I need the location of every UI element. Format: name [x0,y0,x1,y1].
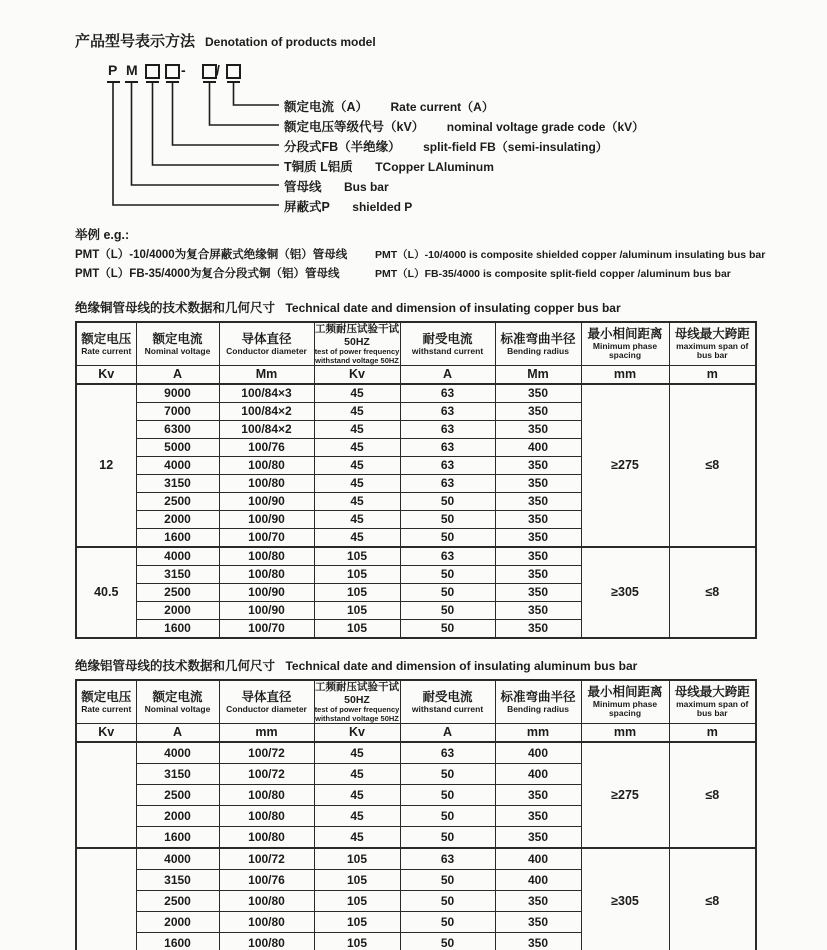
table-cell: 50 [400,805,495,826]
table-cell: 50 [400,784,495,805]
column-header-en: maximum span of bus bar [676,340,749,361]
table-cell: 45 [314,402,400,420]
voltage-group [76,742,756,848]
rated-voltage-cell [76,848,136,950]
label-en: TCopper LAluminum [375,160,494,174]
column-header [314,322,400,365]
example-zh: PMT（L）-10/4000为复合屏蔽式绝缘铜（铝）管母线 [75,249,348,261]
column-header [581,680,669,723]
caption-zh: 绝缘铜管母线的技术数据和几何尺寸 [75,301,276,315]
column-header-zh: 额定电流 [152,689,203,704]
table-row [76,742,756,764]
rated-voltage-cell [76,742,136,848]
column-header-en: maximum span of bus bar [676,698,749,719]
page-title-zh: 产品型号表示方法 [75,33,196,50]
table-cell: 100/84×2 [219,420,314,438]
example-row [75,265,765,281]
column-header [400,680,495,723]
copper-bus-bar-table [75,321,757,639]
diagram-label-rate-current [284,97,494,113]
table-cell: 63 [400,474,495,492]
column-header-en: withstand current [411,703,484,714]
column-header-zh: 标准弯曲半径 [500,331,576,346]
table-cell: 50 [400,528,495,547]
table-cell: 3150 [136,869,219,890]
table-cell: 400 [495,848,581,870]
table-cell: 350 [495,890,581,911]
table-cell: 3150 [136,565,219,583]
table-cell: 45 [314,784,400,805]
caption-en: Technical date and dimension of insulating copper bus bar [285,301,621,315]
symbol-underline-tick [203,81,216,83]
column-header-en: Nominal voltage [144,703,211,714]
copper-table-caption [75,298,765,317]
table-cell: 100/80 [219,547,314,566]
table-cell: 350 [495,420,581,438]
table-header [76,680,756,742]
table-cell: 50 [400,932,495,950]
voltage-group [76,384,756,547]
table-cell: 2500 [136,784,219,805]
unit-cell: mm [495,723,581,742]
unit-cell: Kv [76,365,136,384]
column-header-en: Bending radius [507,703,569,714]
column-header-zh: 额定电压 [81,689,132,704]
model-placeholder-box [202,64,217,79]
column-header [219,322,314,365]
unit-cell: mm [581,365,669,384]
column-header-zh: 额定电压 [81,331,132,346]
table-cell: 350 [495,510,581,528]
table-cell: 105 [314,869,400,890]
table-cell: 350 [495,784,581,805]
table-cell: 45 [314,826,400,848]
table-cell: 45 [314,528,400,547]
column-header-en: Nominal voltage [144,345,211,356]
diagram-label-split-field [284,137,608,153]
column-header-zh: 最小相间距离 [587,684,663,699]
table-cell: 100/70 [219,528,314,547]
column-header-zh: 导体直径 [241,331,292,346]
table-cell: 400 [495,869,581,890]
table-cell: 1600 [136,826,219,848]
column-header-en: Minimum phase spacing [592,698,658,719]
column-header-zh: 标准弯曲半径 [500,689,576,704]
table-cell: 350 [495,528,581,547]
table-cell: 63 [400,456,495,474]
table-cell: 50 [400,869,495,890]
label-zh: 分段式FB（半绝缘） [284,140,401,154]
column-header-en: Conductor diameter [226,703,307,714]
table-cell: 100/84×2 [219,402,314,420]
table-cell: 63 [400,420,495,438]
table-cell: 50 [400,826,495,848]
table-cell: 100/80 [219,456,314,474]
label-en: Rate current（A） [390,100,494,114]
diagram-label-shielded [284,197,412,213]
table-cell: 105 [314,890,400,911]
table-cell: 105 [314,565,400,583]
table-cell: 100/90 [219,601,314,619]
table-cell: 350 [495,601,581,619]
label-zh: 屏蔽式P [284,200,330,214]
unit-cell: Kv [314,365,400,384]
label-zh: 管母线 [284,180,322,194]
model-placeholder-box [226,64,241,79]
table-row [76,384,756,403]
table-cell: 100/90 [219,492,314,510]
table-cell: 100/76 [219,438,314,456]
column-header [76,322,136,365]
label-zh: 额定电流（A） [284,100,369,114]
column-header-en: test of power frequency withstand voltage 50HZ [314,705,400,723]
label-zh: 额定电压等级代号（kV） [284,120,425,134]
label-en: split-field FB（semi-insulating） [423,140,608,154]
table-cell: 350 [495,384,581,403]
table-cell: 50 [400,583,495,601]
table-cell: 50 [400,510,495,528]
unit-cell: Mm [219,365,314,384]
page-title-en: Denotation of products model [205,35,376,49]
table-cell: 45 [314,763,400,784]
table-cell: 2500 [136,583,219,601]
model-letter: / [216,62,220,78]
column-header [495,680,581,723]
column-header [219,680,314,723]
table-cell: 9000 [136,384,219,403]
page-title [75,30,765,51]
table-cell: 350 [495,492,581,510]
column-header-en: Bending radius [507,345,569,356]
table-cell: 400 [495,438,581,456]
table-cell: 45 [314,384,400,403]
table-cell: 100/80 [219,890,314,911]
table-cell: 45 [314,474,400,492]
example-zh: PMT（L）FB-35/4000为复合分段式铜（铝）管母线 [75,268,340,280]
column-header-zh: 耐受电流 [422,331,473,346]
table-cell: 105 [314,547,400,566]
model-placeholder-box [165,64,180,79]
column-header-en: test of power frequency withstand voltage 50HZ [314,347,400,365]
table-cell: 50 [400,890,495,911]
table-cell: 100/84×3 [219,384,314,403]
column-header-en: Rate current [81,703,132,714]
table-cell: 2000 [136,805,219,826]
table-cell: 45 [314,510,400,528]
table-cell: 350 [495,565,581,583]
table-cell: 100/90 [219,510,314,528]
table-cell: 4000 [136,547,219,566]
label-en: nominal voltage grade code（kV） [446,120,645,134]
unit-cell: A [400,723,495,742]
table-cell: 350 [495,619,581,638]
unit-cell: A [400,365,495,384]
table-cell: 45 [314,438,400,456]
voltage-group [76,547,756,638]
column-header [400,322,495,365]
symbol-underline-tick [227,81,240,83]
table-cell: 100/80 [219,826,314,848]
column-header [76,680,136,723]
table-cell: 50 [400,763,495,784]
column-header-zh: 母线最大跨距 [674,684,750,699]
max-span-cell: ≤8 [669,848,756,950]
table-cell: 50 [400,911,495,932]
example-row [75,246,765,262]
table-cell: 2000 [136,911,219,932]
column-header [669,680,756,723]
unit-cell: Kv [76,723,136,742]
table-cell: 105 [314,932,400,950]
rated-voltage-cell: 40.5 [76,547,136,638]
table-cell: 100/72 [219,742,314,764]
table-cell: 350 [495,932,581,950]
table-cell: 7000 [136,402,219,420]
table-cell: 4000 [136,848,219,870]
symbol-underline-tick [107,81,120,83]
column-header-zh: 耐受电流 [422,689,473,704]
caption-en: Technical date and dimension of insulating aluminum bus bar [285,658,638,673]
table-cell: 5000 [136,438,219,456]
table-cell: 100/80 [219,784,314,805]
table-cell: 2000 [136,601,219,619]
table-row [76,547,756,566]
table-header [76,322,756,384]
table-cell: 105 [314,911,400,932]
table-cell: 100/80 [219,911,314,932]
table-cell: 350 [495,474,581,492]
table-cell: 100/80 [219,805,314,826]
table-cell: 100/70 [219,619,314,638]
table-cell: 105 [314,619,400,638]
column-header-en: Conductor diameter [226,345,307,356]
max-span-cell: ≤8 [669,742,756,848]
table-cell: 63 [400,438,495,456]
unit-cell: m [669,365,756,384]
model-placeholder-box [145,64,160,79]
table-cell: 63 [400,742,495,764]
column-header [136,680,219,723]
diagram-label-material [284,157,494,173]
column-header [495,322,581,365]
table-cell: 6300 [136,420,219,438]
caption-zh: 绝缘铝管母线的技术数据和几何尺寸 [75,658,276,673]
column-header-zh: 导体直径 [241,689,292,704]
model-denotation-diagram [75,61,765,219]
table-cell: 45 [314,742,400,764]
table-cell: 2000 [136,510,219,528]
examples-heading: 举例 e.g.: [75,228,130,242]
unit-cell: mm [219,723,314,742]
table-cell: 1600 [136,528,219,547]
model-letter: P [108,62,118,78]
table-cell: 50 [400,601,495,619]
unit-cell: A [136,365,219,384]
label-en: shielded P [352,200,413,214]
table-cell: 45 [314,805,400,826]
table-cell: 350 [495,456,581,474]
aluminum-bus-bar-table [75,679,757,950]
column-header-zh: 工频耐压试验干试50HZ [315,323,399,348]
model-letter: - [181,62,186,78]
rated-voltage-cell: 12 [76,384,136,547]
table-cell: 105 [314,848,400,870]
table-cell: 100/72 [219,763,314,784]
column-header [136,322,219,365]
table-cell: 50 [400,619,495,638]
table-cell: 350 [495,911,581,932]
table-cell: 350 [495,402,581,420]
table-cell: 45 [314,492,400,510]
column-header-en: withstand current [411,345,484,356]
table-cell: 1600 [136,932,219,950]
table-cell: 350 [495,826,581,848]
table-cell: 105 [314,601,400,619]
table-cell: 400 [495,763,581,784]
table-cell: 105 [314,583,400,601]
phase-spacing-cell: ≥275 [581,742,669,848]
symbol-underline-tick [166,81,179,83]
column-header [669,322,756,365]
unit-cell: A [136,723,219,742]
table-cell: 350 [495,583,581,601]
column-header [581,322,669,365]
column-header-zh: 最小相间距离 [587,326,663,341]
label-zh: T铜质 L铝质 [284,160,353,174]
phase-spacing-cell: ≥305 [581,547,669,638]
table-cell: 350 [495,805,581,826]
voltage-group [76,848,756,950]
column-header-en: Rate current [81,345,132,356]
column-header-en: Minimum phase spacing [592,340,658,361]
table-cell: 63 [400,384,495,403]
table-cell: 1600 [136,619,219,638]
table-cell: 100/76 [219,869,314,890]
table-cell: 350 [495,547,581,566]
table-cell: 3150 [136,474,219,492]
symbol-underline-tick [146,81,159,83]
table-cell: 100/80 [219,565,314,583]
table-cell: 63 [400,402,495,420]
column-header-zh: 额定电流 [152,331,203,346]
column-header-zh: 工频耐压试验干试50HZ [315,680,399,706]
table-row [76,848,756,870]
aluminum-table-caption [75,656,765,675]
table-cell: 4000 [136,456,219,474]
table-cell: 3150 [136,763,219,784]
example-en: PMT（L）-10/4000 is composite shielded copper /aluminum insulating bus bar [375,249,766,261]
table-cell: 45 [314,456,400,474]
table-cell: 2500 [136,492,219,510]
unit-cell: Kv [314,723,400,742]
table-cell: 2500 [136,890,219,911]
table-cell: 100/80 [219,932,314,950]
table-cell: 50 [400,492,495,510]
diagram-label-bus-bar [284,177,389,193]
max-span-cell: ≤8 [669,547,756,638]
label-en: Bus bar [343,180,389,194]
unit-cell: mm [581,723,669,742]
phase-spacing-cell: ≥275 [581,384,669,547]
table-cell: 63 [400,848,495,870]
table-cell: 100/72 [219,848,314,870]
column-header-zh: 母线最大跨距 [674,326,750,341]
model-letter: M [126,62,138,78]
table-cell: 100/90 [219,583,314,601]
unit-cell: Mm [495,365,581,384]
table-cell: 50 [400,565,495,583]
table-cell: 100/80 [219,474,314,492]
table-cell: 4000 [136,742,219,764]
table-cell: 63 [400,547,495,566]
example-en: PMT（L）FB-35/4000 is composite split-field copper /aluminum bus bar [375,268,731,280]
unit-cell: m [669,723,756,742]
table-cell: 45 [314,420,400,438]
column-header [314,680,400,723]
phase-spacing-cell: ≥305 [581,848,669,950]
symbol-underline-tick [125,81,138,83]
diagram-label-voltage-grade [284,117,644,133]
table-cell: 400 [495,742,581,764]
max-span-cell: ≤8 [669,384,756,547]
examples-section [75,225,765,281]
